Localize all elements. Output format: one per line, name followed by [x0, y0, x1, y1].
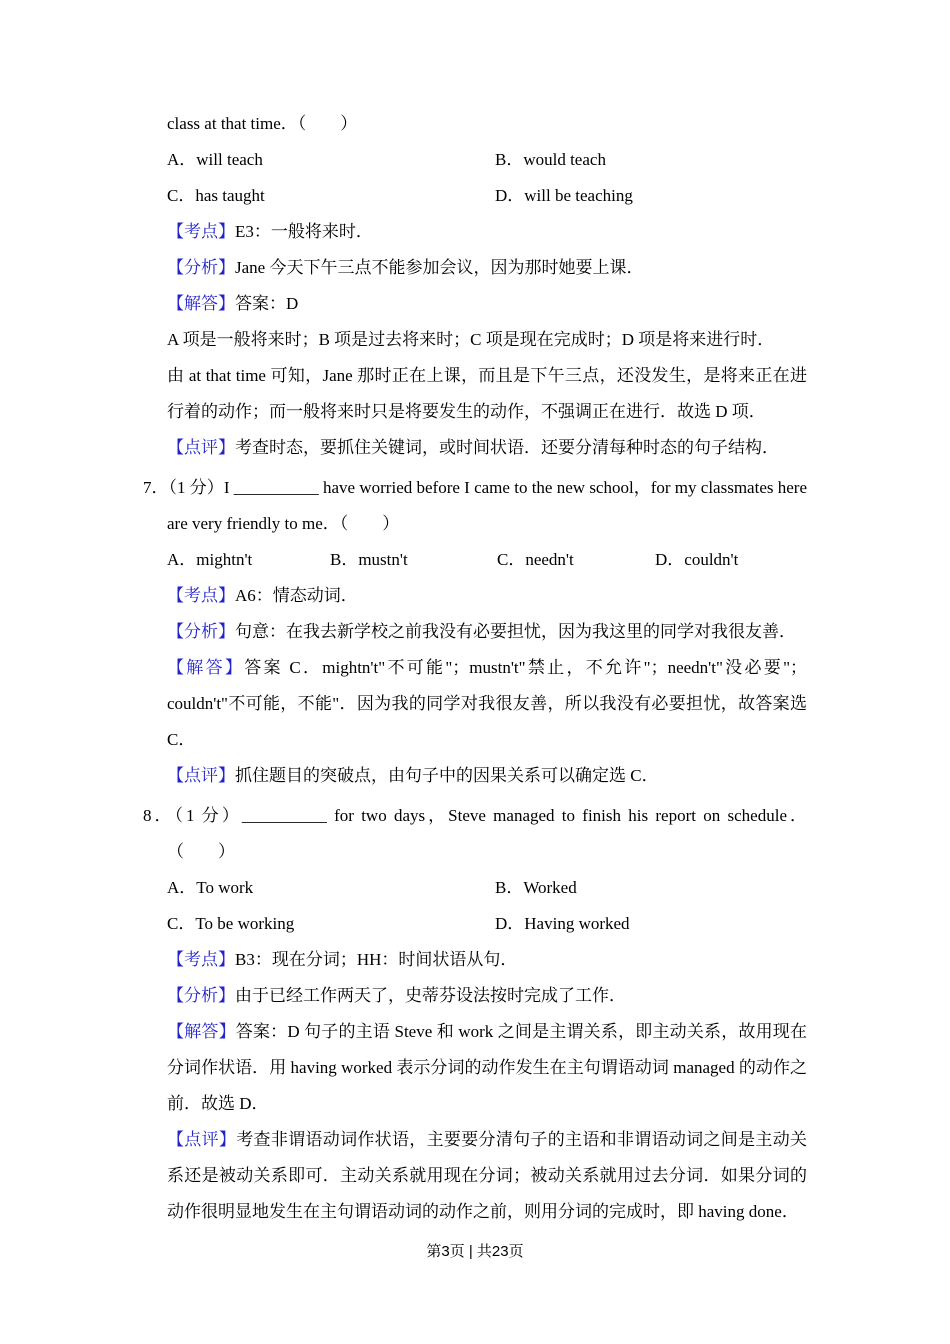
q8-stem-text: __________ for two days，Steve managed to finish his report on schedule． — [241, 806, 807, 825]
q6-comment-line — [143, 430, 807, 466]
q7-stem-text: I __________ have worried before I came to the new school，for my classmates here are very friendly to me．（ ） — [167, 478, 808, 533]
q7-option-d: D．couldn't — [655, 550, 739, 569]
q7-analysis-line — [143, 614, 807, 650]
q8-analysis-line — [143, 978, 807, 1014]
q6-keypoint-text: E3：一般将来时． — [235, 222, 373, 241]
comment-label: 【点评】 — [167, 1130, 237, 1149]
comment-label: 【点评】 — [167, 766, 235, 785]
q8-options-row-2 — [143, 906, 807, 942]
q6-option-d: D．will be teaching — [495, 186, 633, 205]
q8-comment-text: 考查非谓语动词作状语，主要要分清句子的主语和非谓语动词之间是主动关系还是被动关系即可．主动关系就用现在分词；被动关系就用过去分词．如果分词的动作很明显地发生在主句谓语动词的动作之前，则用分词的完成时，即 having done． — [167, 1130, 808, 1221]
question-6-section — [143, 106, 807, 466]
q6-analysis-line — [143, 250, 807, 286]
document-content — [143, 106, 807, 1230]
answer-label: 【解答】 — [167, 294, 235, 313]
analysis-label: 【分析】 — [167, 622, 235, 641]
answer-label: 【解答】 — [167, 658, 245, 677]
keypoint-label: 【考点】 — [167, 950, 235, 969]
q8-answer-parentheses: （ ） — [167, 842, 235, 861]
comment-label: 【点评】 — [167, 438, 235, 457]
q7-option-c: C．needn't — [497, 550, 574, 569]
q6-stem-continuation: class at that time．（ ） — [167, 114, 358, 133]
page-footer: 第3页 | 共23页 — [426, 1243, 524, 1260]
analysis-label: 【分析】 — [167, 986, 235, 1005]
q7-answer-line — [143, 650, 807, 758]
q8-options-row-1 — [143, 870, 807, 906]
q7-option-a: A．mightn't — [167, 550, 253, 569]
q6-answer-paragraph-2: A 项是一般将来时；B 项是过去将来时；C 项是现在完成时；D 项是将来进行时． — [167, 330, 775, 349]
question-7-section — [143, 470, 807, 794]
q8-stem — [143, 798, 807, 834]
q7-comment-line — [143, 758, 807, 794]
q8-comment-line — [143, 1122, 807, 1230]
q8-option-b: B．Worked — [495, 878, 577, 897]
q8-keypoint-text: B3：现在分词；HH：时间状语从句． — [235, 950, 518, 969]
keypoint-label: 【考点】 — [167, 222, 235, 241]
q7-keypoint-text: A6：情态动词． — [235, 586, 358, 605]
q6-options-row-2 — [143, 178, 807, 214]
q7-stem — [143, 470, 807, 542]
keypoint-label: 【考点】 — [167, 586, 235, 605]
q6-keypoint-line — [143, 214, 807, 250]
q8-answer-line — [143, 1014, 807, 1122]
q8-number: 8．（1 分） — [143, 806, 242, 825]
q7-options-row — [143, 542, 807, 578]
q7-answer-text: 答案 C．mightn't"不可能"；mustn't"禁止，不允许"；needn't"没必要"；couldn't"不可能，不能"．因为我的同学对我很友善，所以我没有必要担忧，故答案选 C． — [167, 658, 808, 749]
answer-label: 【解答】 — [167, 1022, 236, 1041]
q6-comment-text: 考查时态，要抓住关键词，或时间状语．还要分清每种时态的句子结构． — [235, 438, 779, 457]
q6-option-c: C．has taught — [167, 186, 265, 205]
q7-option-b: B．mustn't — [330, 550, 408, 569]
q8-keypoint-line — [143, 942, 807, 978]
q8-answer-text: 答案：D 句子的主语 Steve 和 work 之间是主谓关系，即主动关系，故用现在分词作状语．用 having worked 表示分词的动作发生在主句谓语动词 managed 的动作之前．故选 D． — [167, 1022, 808, 1113]
q8-option-d: D．Having worked — [495, 914, 630, 933]
q6-options-row-1 — [143, 142, 807, 178]
q6-option-a: A．will teach — [167, 150, 263, 169]
q6-answer-paragraph-3: 由 at that time 可知，Jane 那时正在上课，而且是下午三点，还没发生，是将来正在进行着的动作；而一般将来时只是将要发生的动作，不强调正在进行．故选 D 项． — [167, 366, 807, 421]
q8-option-c: C．To be working — [167, 914, 295, 933]
q7-number: 7．（1 分） — [143, 478, 224, 497]
q6-answer-text: 答案：D — [235, 294, 299, 313]
q6-option-b: B．would teach — [495, 150, 606, 169]
q7-analysis-text: 句意：在我去新学校之前我没有必要担忧，因为我这里的同学对我很友善． — [235, 622, 796, 641]
q8-analysis-text: 由于已经工作两天了，史蒂芬设法按时完成了工作． — [235, 986, 626, 1005]
q6-answer-line — [143, 286, 807, 322]
analysis-label: 【分析】 — [167, 258, 235, 277]
q8-option-a: A．To work — [167, 878, 254, 897]
q7-keypoint-line — [143, 578, 807, 614]
question-8-section — [143, 798, 807, 1230]
q6-analysis-text: Jane 今天下午三点不能参加会议，因为那时她要上课． — [235, 258, 644, 277]
q7-comment-text: 抓住题目的突破点，由句子中的因果关系可以确定选 C． — [235, 766, 659, 785]
